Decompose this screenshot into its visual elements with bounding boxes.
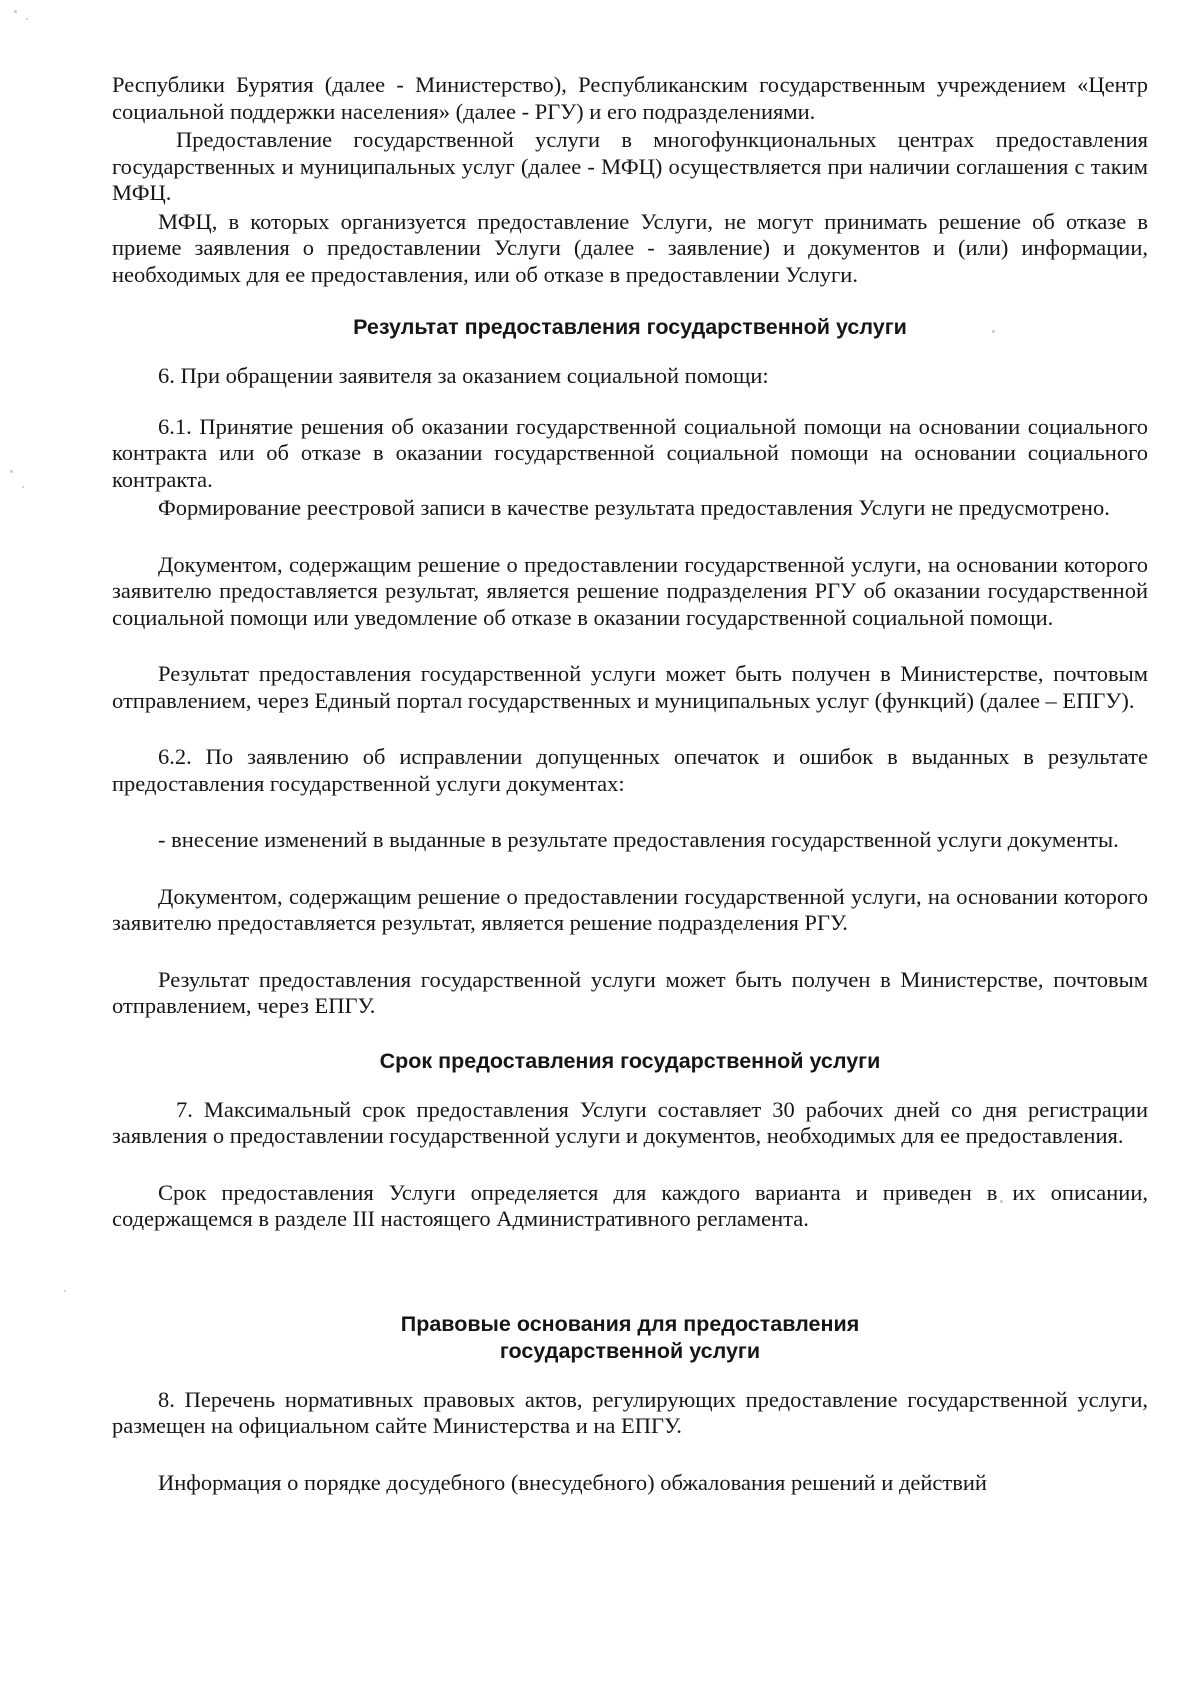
paragraph-corrections: - внесение изменений в выданные в результате предоставления государственной услуги документы. (158, 827, 1119, 852)
scan-speck (14, 10, 17, 13)
heading-service-term: Срок предоставления государственной услуги (379, 1048, 881, 1073)
paragraph-result-delivery: Результат предоставления государственной услуги может быть получен в Министерстве, почтовым отправлением, через Единый портал государственных и муниципальных услуг (функций) (далее – ЕПГУ). (112, 661, 1148, 713)
paragraph-7: 7. Максимальный срок предоставления Услуги составляет 30 рабочих дней со дня регистрации заявления о предоставлении государственной услуги и документов, необходимых для ее предоставления. (112, 1096, 1148, 1148)
paragraph-registry-record: Формирование реестровой записи в качестве результата предоставления Услуги не предусмотрено. (158, 495, 1110, 520)
paragraph-result-document: Документом, содержащим решение о предоставлении государственной услуги, на основании которого заявителю предоставляется результат, является решение подразделения РГУ об оказании государственной социальной помощи или уведомление об отказе в оказании государственной социальной помощи. (112, 551, 1148, 630)
paragraph-6-2: 6.2. По заявлению об исправлении допущенных опечаток и ошибок в выданных в результате предоставления государственной услуги документах: (112, 744, 1148, 796)
paragraph-continuation: Республики Бурятия (далее - Министерство), Республиканским государственным учреждением «Центр социальной поддержки населения» (далее - РГУ) и его подразделениями. (112, 72, 1148, 124)
paragraph-term-variants: Срок предоставления Услуги определяется для каждого варианта и приведен в их описании, содержащемся в разделе III настоящего Административного регламента. (112, 1179, 1148, 1231)
scan-speck (64, 1290, 66, 1292)
heading-legal-grounds-line1: Правовые основания для предоставления (400, 1311, 860, 1336)
paragraph-6-1: 6.1. Принятие решения об оказании государственной социальной помощи на основании социального контракта или об отказе в оказании государственной социальной помощи на основании социального контракта. (112, 413, 1148, 492)
scan-speck (22, 486, 24, 488)
paragraph-mfc-restrictions: МФЦ, в которых организуется предоставление Услуги, не могут принимать решение об отказе в приеме заявления о предоставлении Услуги (далее - заявление) и документов и (или) информации, необходимых для ее предоставления, или об отказе в предоставлении Услуги. (112, 208, 1148, 287)
scan-speck (10, 470, 13, 473)
heading-legal-grounds-line2: государственной услуги (499, 1338, 761, 1363)
paragraph-correction-delivery: Результат предоставления государственной услуги может быть получен в Министерстве, почтовым отправлением, через ЕПГУ. (112, 966, 1148, 1018)
heading-legal-grounds (112, 1311, 1148, 1365)
paragraph-8: 8. Перечень нормативных правовых актов, регулирующих предоставление государственной услуги, размещен на официальном сайте Министерства и на ЕПГУ. (112, 1386, 1148, 1438)
paragraph-mfc-agreement: Предоставление государственной услуги в многофункциональных центрах предоставления государственных и муниципальных услуг (далее - МФЦ) осуществляется при наличии соглашения с таким МФЦ. (112, 127, 1148, 205)
scan-speck (26, 18, 28, 20)
document-body (112, 72, 1148, 1496)
heading-service-result: Результат предоставления государственной услуги (353, 315, 907, 339)
paragraph-appeal-info: Информация о порядке досудебного (внесудебного) обжалования решений и действий (158, 1469, 987, 1495)
paragraph-correction-document: Документом, содержащим решение о предоставлении государственной услуги, на основании которого заявителю предоставляется результат, является решение подразделения РГУ. (112, 883, 1148, 935)
paragraph-6: 6. При обращении заявителя за оказанием социальной помощи: (158, 363, 769, 388)
